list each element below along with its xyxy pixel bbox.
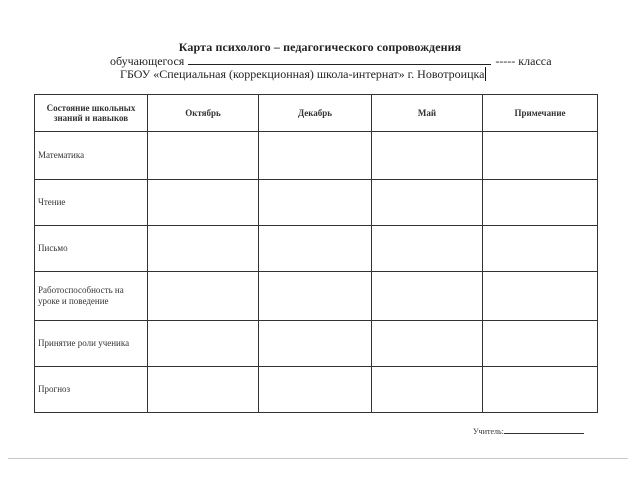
- cell-forecast-may[interactable]: [372, 367, 483, 413]
- table-row: [35, 132, 598, 180]
- cell-student-role-notes[interactable]: [483, 321, 598, 367]
- school-name: ГБОУ «Специальная (коррекционная) школа-интернат» г. Новотроицка: [120, 67, 485, 81]
- header-notes: Примечание: [483, 95, 598, 132]
- cell-reading-notes[interactable]: [483, 180, 598, 226]
- cell-writing-notes[interactable]: [483, 226, 598, 272]
- cell-math-october[interactable]: [148, 132, 259, 180]
- cell-forecast-december[interactable]: [259, 367, 372, 413]
- cell-work-capacity-notes[interactable]: [483, 272, 598, 321]
- header-december: Декабрь: [259, 95, 372, 132]
- cell-work-capacity-may[interactable]: [372, 272, 483, 321]
- text-cursor: [485, 67, 486, 81]
- row-label-math: Математика: [35, 132, 148, 180]
- cell-reading-december[interactable]: [259, 180, 372, 226]
- cell-reading-october[interactable]: [148, 180, 259, 226]
- class-suffix: ----- класса: [495, 54, 552, 68]
- cell-student-role-december[interactable]: [259, 321, 372, 367]
- row-label-student-role: Принятие роли ученика: [35, 321, 148, 367]
- cell-writing-may[interactable]: [372, 226, 483, 272]
- header-may: Май: [372, 95, 483, 132]
- student-name-blank[interactable]: [188, 54, 491, 65]
- row-label-reading: Чтение: [35, 180, 148, 226]
- cell-work-capacity-december[interactable]: [259, 272, 372, 321]
- table-row: [35, 226, 598, 272]
- row-label-forecast: Прогноз: [35, 367, 148, 413]
- cell-student-role-may[interactable]: [372, 321, 483, 367]
- cell-forecast-october[interactable]: [148, 367, 259, 413]
- table-header-row: [35, 95, 598, 132]
- teacher-label: Учитель:: [473, 427, 504, 436]
- cell-writing-december[interactable]: [259, 226, 372, 272]
- page-divider: [8, 458, 628, 459]
- student-prefix: обучающегося: [110, 54, 185, 68]
- document-title: Карта психолого – педагогического сопровождения: [178, 40, 462, 54]
- table-row: [35, 272, 598, 321]
- cell-math-december[interactable]: [259, 132, 372, 180]
- table-row: [35, 367, 598, 413]
- table-row: [35, 321, 598, 367]
- cell-work-capacity-october[interactable]: [148, 272, 259, 321]
- cell-student-role-october[interactable]: [148, 321, 259, 367]
- cell-reading-may[interactable]: [372, 180, 483, 226]
- cell-math-notes[interactable]: [483, 132, 598, 180]
- cell-math-may[interactable]: [372, 132, 483, 180]
- cell-forecast-notes[interactable]: [483, 367, 598, 413]
- header-skills: Состояние школьных знаний и навыков: [35, 95, 148, 132]
- header-october: Октябрь: [148, 95, 259, 132]
- teacher-signature-line: [473, 425, 584, 436]
- table-row: [35, 180, 598, 226]
- row-label-writing: Письмо: [35, 226, 148, 272]
- school-line: [120, 67, 486, 82]
- row-label-work-capacity: Работоспособность на уроке и поведение: [35, 272, 148, 321]
- teacher-signature-blank[interactable]: [504, 425, 584, 434]
- assessment-table: [34, 94, 598, 413]
- cell-writing-october[interactable]: [148, 226, 259, 272]
